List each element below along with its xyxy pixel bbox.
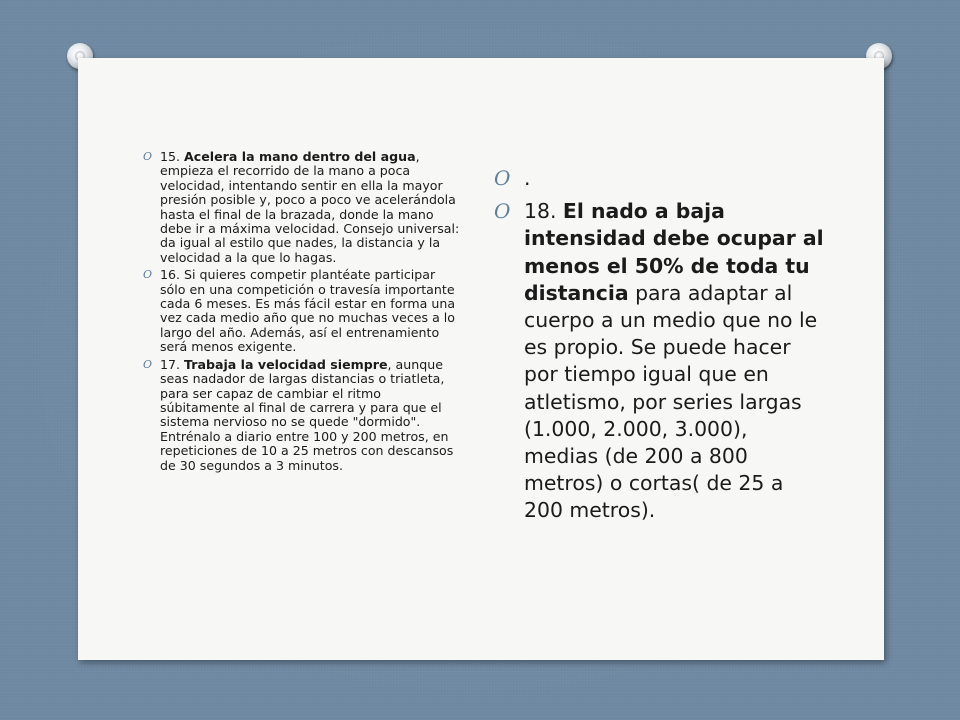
list-item-18 [494,198,824,524]
item-number: 17. [160,356,181,372]
item-bold-text: Acelera la mano dentro del agua [184,149,416,164]
item-number: 15. [160,149,181,164]
item-text: . [524,166,531,190]
item-number: 16. [160,267,181,283]
left-text-column [143,149,460,476]
right-bullet-list [494,165,824,525]
item-text: Si quieres competir plantéate participar sólo en una competición o travesía importante cada 6 meses. Es más fácil estar en forma una vez cada medio año que no muchas veces a lo largo del año. Además, así el entrenamiento será menos exigente. [160,267,456,355]
list-item-16 [143,267,460,355]
item-text: , empieza el recorrido de la mano a poca velocidad, intentando sentir en ella la mayor presión posible y, poco a poco ve acelerándola hasta el final de la brazada, donde la mano debe ir a máxima velocidad. Consejo universal: da igual al estilo que nades, la distancia y la velocidad a la que lo hagas. [160,149,460,265]
bullet-o-icon: O [494,166,511,190]
left-bullet-list [143,149,460,473]
right-text-column [494,165,824,531]
item-text: , aunque seas nadador de largas distancias o triatleta, para ser capaz de cambiar el ritmo súbitamente al final de carrera y para que el sistema nervioso no se quede "dormido". Entrénalo a diario entre 100 y 200 metros, en repeticiones de 10 a 25 metros con descansos de 30 segundos a 3 minutos. [160,356,454,473]
item-number: 18. [524,199,557,224]
item-text: para adaptar al cuerpo a un medio que no le es propio. Se puede hacer por tiempo igual que en atletismo, por series largas (1.000, 2.000, 3.000), medias (de 200 a 800 metros) o cortas( de 25 a 200 metros). [524,280,818,523]
list-item-17 [143,356,460,473]
bullet-o-icon: O [494,199,511,224]
item-bold-text: El nado a baja intensidad debe ocupar al menos el 50% de toda tu distancia [524,199,824,305]
bullet-o-icon: O [143,150,153,163]
list-item-dot [494,165,824,192]
list-item-15 [143,149,460,265]
bullet-o-icon: O [143,268,153,282]
item-bold-text: Trabaja la velocidad siempre [184,356,388,372]
bullet-o-icon: O [143,357,153,371]
